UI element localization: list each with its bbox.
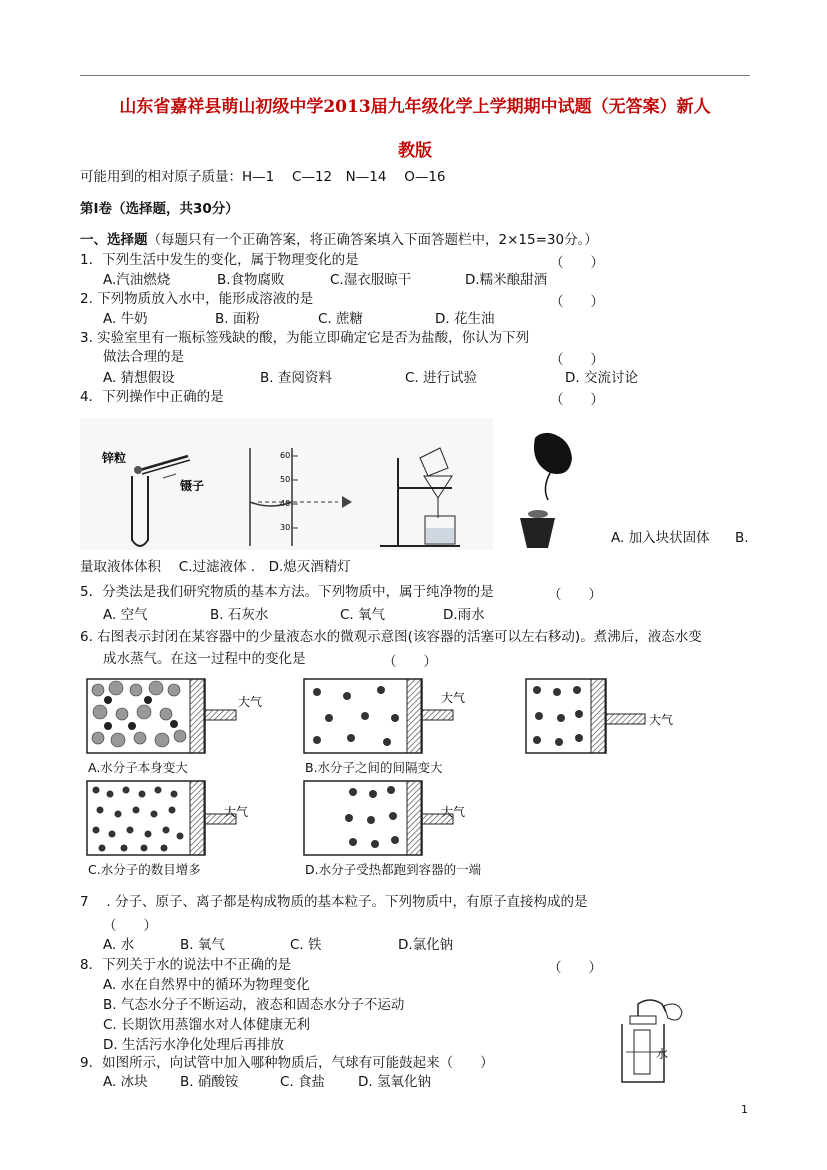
q7-answer-paren: （ ）: [103, 918, 157, 934]
q3-answer-paren: （ ）: [550, 352, 604, 368]
q6-caption-c: C.水分子的数目增多: [88, 862, 201, 877]
q3-stem: 3. 实验室里有一瓶标签残缺的酸，为能立即确定它是否为盐酸，你认为下列: [80, 330, 530, 346]
svg-text:大气: 大气: [649, 713, 674, 727]
q7-option-c: C. 铁: [290, 937, 322, 953]
q2-option-c: C. 蔗糖: [318, 311, 364, 327]
q3-stem-cont: 做法合理的是: [103, 349, 184, 365]
page-title: 山东省嘉祥县萌山初级中学2013届九年级化学上学期期中试题（无答案）新人: [119, 97, 711, 117]
q6-container-c-right: [525, 678, 700, 756]
q7-stem: 7 . 分子、原子、离子都是构成物质的基本粒子。下列物质中，有原子直接构成的是: [80, 894, 588, 910]
q4-option-a: A. 加入块状固体: [611, 530, 710, 546]
svg-text:60: 60: [280, 451, 291, 460]
q2-option-d: D. 花生油: [435, 311, 495, 327]
q8-option-b: B. 气态水分子不断运动，液态和固态水分子不运动: [103, 997, 405, 1013]
q3-option-c: C. 进行试验: [405, 370, 478, 386]
q8-answer-paren: （ ）: [548, 960, 602, 976]
svg-text:大气: 大气: [238, 695, 263, 709]
q1-option-a: A.汽油燃烧: [103, 272, 171, 288]
q5-option-d: D.雨水: [443, 607, 485, 623]
q6-container-b: [303, 678, 473, 756]
tongs-label: 镊子: [180, 479, 205, 493]
q7-option-b: B. 氧气: [180, 937, 225, 953]
q2-answer-paren: （ ）: [550, 294, 604, 310]
q5-option-b: B. 石灰水: [210, 607, 269, 623]
q6-answer-paren: （ ）: [383, 654, 437, 670]
q8-option-d: D. 生活污水净化处理后再排放: [103, 1037, 284, 1053]
page-title-cont: 教版: [398, 141, 432, 161]
q4-figure: [80, 418, 620, 553]
q8-stem: 8．下列关于水的说法中不正确的是: [80, 957, 292, 973]
q8-option-a: A. 水在自然界中的循环为物理变化: [103, 977, 310, 993]
q3-option-b: B. 查阅资料: [260, 370, 332, 386]
q9-flask-balloon-figure: [610, 996, 690, 1086]
svg-text:30: 30: [280, 523, 291, 532]
q5-stem: 5．分类法是我们研究物质的基本方法。下列物质中，属于纯净物的是: [80, 584, 494, 600]
q9-option-b: B. 硝酸铵: [180, 1074, 239, 1090]
q6-stem-cont: 成水蒸气。在这一过程中的变化是: [103, 651, 306, 667]
q9-option-d: D. 氢氧化钠: [358, 1074, 431, 1090]
svg-text:大气: 大气: [224, 805, 249, 819]
q5-option-a: A. 空气: [103, 607, 148, 623]
q6-container-a: [86, 678, 263, 756]
q4-option-b-label: B.: [735, 530, 749, 546]
q3-option-d: D. 交流讨论: [565, 370, 638, 386]
q4-answer-paren: （ ）: [550, 392, 604, 408]
q9-option-c: C. 食盐: [280, 1074, 326, 1090]
q6-container-d: [303, 780, 473, 858]
zinc-label: 锌粒: [102, 451, 127, 465]
q6-caption-a: A.水分子本身变大: [88, 760, 188, 775]
q1-answer-paren: （ ）: [550, 255, 604, 271]
alcohol-lamp-figure: [498, 418, 610, 550]
q7-option-d: D.氯化钠: [398, 937, 454, 953]
q5-option-c: C. 氧气: [340, 607, 386, 623]
page-number: 1: [741, 1103, 748, 1116]
q1-option-c: C.湿衣服晾干: [330, 272, 412, 288]
svg-text:40: 40: [280, 499, 291, 508]
q3-option-a: A. 猜想假设: [103, 370, 175, 386]
q6-caption-b: B.水分子之间的间隔变大: [305, 760, 443, 775]
q7-option-a: A. 水: [103, 937, 135, 953]
q1-option-d: D.糯米酿甜酒: [465, 272, 548, 288]
q4-options-cont: 量取液体体积 C.过滤液体 . D.熄灭酒精灯: [80, 559, 351, 575]
q4-stem: 4．下列操作中正确的是: [80, 389, 224, 405]
svg-text:大气: 大气: [441, 691, 466, 705]
q6-stem: 6. 右图表示封闭在某容器中的少量液态水的微观示意图(该容器的活塞可以左右移动)。煮沸后，液态水变: [80, 629, 702, 645]
section-heading: 第Ⅰ卷（选择题，共30分）: [80, 201, 239, 217]
q2-option-b: B. 面粉: [215, 311, 260, 327]
water-label: 水: [656, 1047, 669, 1061]
q9-stem: 9．如图所示，向试管中加入哪种物质后，气球有可能鼓起来（ ）: [80, 1055, 494, 1071]
svg-text:大气: 大气: [441, 805, 466, 819]
q2-option-a: A. 牛奶: [103, 311, 148, 327]
q1-option-b: B.食物腐败: [217, 272, 285, 288]
q5-answer-paren: （ ）: [548, 587, 602, 603]
section-instruction: 一、选择题（每题只有一个正确答案，将正确答案填入下面答题栏中，2×15=30分。）: [80, 232, 598, 248]
q1-stem: 1．下列生活中发生的变化，属于物理变化的是: [80, 252, 359, 268]
q6-container-c: [86, 780, 256, 858]
q9-option-a: A. 冰块: [103, 1074, 148, 1090]
q2-stem: 2. 下列物质放入水中，能形成溶液的是: [80, 291, 314, 307]
q6-caption-d: D.水分子受热都跑到容器的一端: [305, 862, 482, 877]
q8-option-c: C. 长期饮用蒸馏水对人体健康无利: [103, 1017, 311, 1033]
svg-text:50: 50: [280, 475, 291, 484]
header-rule: [80, 75, 750, 76]
atomic-masses: 可能用到的相对原子质量：H—1 C—12 N—14 O—16: [80, 169, 446, 185]
